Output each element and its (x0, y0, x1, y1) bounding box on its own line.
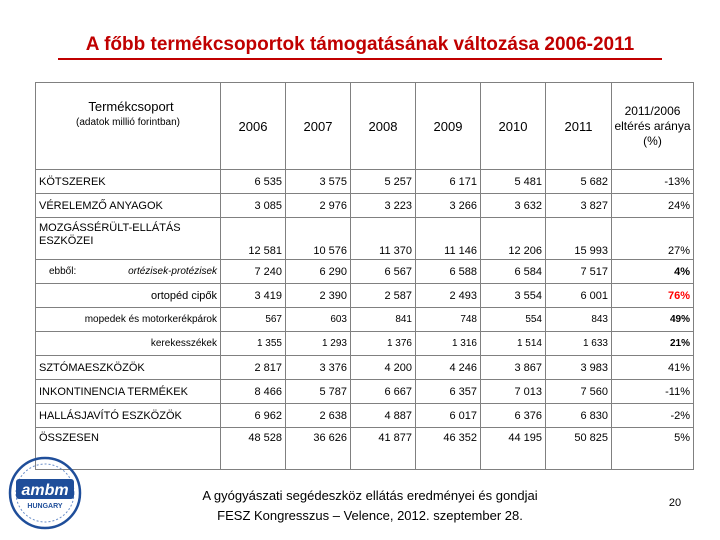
cell: 3 223 (351, 194, 416, 218)
cell: 7 013 (481, 380, 546, 404)
row-label: HALLÁSJAVÍTÓ ESZKÖZÖK (36, 404, 221, 428)
row-label: ortopéd cipők (36, 284, 221, 308)
table-row-kotszerek (36, 170, 694, 194)
table-row-mozgas (36, 218, 694, 260)
cell: 3 983 (546, 356, 612, 380)
row-label-cell (36, 260, 221, 284)
table-row-verelemzo (36, 194, 694, 218)
cell: 748 (416, 308, 481, 332)
cell: 10 576 (286, 218, 351, 260)
table-row-kerekes (36, 332, 694, 356)
cell: 1 355 (221, 332, 286, 356)
cell: 567 (221, 308, 286, 332)
cell: 554 (481, 308, 546, 332)
row-label: ÖSSZESEN (36, 428, 221, 470)
cell: 36 626 (286, 428, 351, 470)
cell: 1 376 (351, 332, 416, 356)
logo-subtitle: HUNGARY (27, 503, 63, 510)
row-label: mopedek és motorkerékpárok (36, 308, 221, 332)
cell: 6 830 (546, 404, 612, 428)
logo-text: ambm (21, 482, 69, 499)
table-row-ortezis (36, 260, 694, 284)
cell: 2 976 (286, 194, 351, 218)
cell: 6 588 (416, 260, 481, 284)
table-row-mopedek (36, 308, 694, 332)
table-row-hallas (36, 404, 694, 428)
row-label: INKONTINENCIA TERMÉKEK (36, 380, 221, 404)
row-label: SZTÓMAESZKÖZÖK (36, 356, 221, 380)
row-label: VÉRELEMZŐ ANYAGOK (36, 194, 221, 218)
cell: 15 993 (546, 218, 612, 260)
diff-cell: 27% (612, 218, 694, 260)
cell: 2 493 (416, 284, 481, 308)
footer-line-1: A gyógyászati segédeszköz ellátás eredményei és gondjai (202, 488, 538, 503)
cell: 3 085 (221, 194, 286, 218)
cell: 2 817 (221, 356, 286, 380)
cell: 841 (351, 308, 416, 332)
header-year: 2010 (481, 83, 546, 170)
cell: 6 962 (221, 404, 286, 428)
table-row-osszesen (36, 428, 694, 470)
cell: 6 017 (416, 404, 481, 428)
cell: 48 528 (221, 428, 286, 470)
header-year: 2008 (351, 83, 416, 170)
row-label: kerekesszékek (36, 332, 221, 356)
cell: 6 567 (351, 260, 416, 284)
cell: 2 638 (286, 404, 351, 428)
cell: 6 001 (546, 284, 612, 308)
header-category-note: (adatok millió forintban) (76, 117, 180, 128)
page-number: 20 (668, 497, 682, 509)
cell: 5 481 (481, 170, 546, 194)
diff-cell: 41% (612, 356, 694, 380)
cell: 7 517 (546, 260, 612, 284)
cell: 1 316 (416, 332, 481, 356)
cell: 6 290 (286, 260, 351, 284)
cell: 6 584 (481, 260, 546, 284)
header-year: 2007 (286, 83, 351, 170)
cell: 11 146 (416, 218, 481, 260)
ebbol-label: ebből: (49, 266, 77, 277)
diff-cell: -2% (612, 404, 694, 428)
cell: 3 867 (481, 356, 546, 380)
table-row-stoma (36, 356, 694, 380)
title-underline (58, 58, 662, 60)
ambm-logo (6, 455, 84, 531)
cell: 5 787 (286, 380, 351, 404)
cell: 6 171 (416, 170, 481, 194)
cell: 7 240 (221, 260, 286, 284)
cell: 3 266 (416, 194, 481, 218)
cell: 2 587 (351, 284, 416, 308)
cell: 11 370 (351, 218, 416, 260)
diff-cell: 5% (612, 428, 694, 470)
header-category-title: Termékcsoport (88, 99, 174, 114)
header-year: 2006 (221, 83, 286, 170)
row-label: ortézisek-protézisek (128, 266, 217, 277)
cell: 3 632 (481, 194, 546, 218)
footer-line-2: FESZ Kongresszus – Velence, 2012. szeptember 28. (217, 508, 523, 523)
diff-cell: 24% (612, 194, 694, 218)
cell: 4 246 (416, 356, 481, 380)
table-row-inkontinencia (36, 380, 694, 404)
cell: 44 195 (481, 428, 546, 470)
cell: 603 (286, 308, 351, 332)
cell: 4 200 (351, 356, 416, 380)
cell: 5 257 (351, 170, 416, 194)
header-category (36, 83, 221, 170)
header-diff: 2011/2006 eltérés aránya (%) (612, 83, 694, 170)
cell: 12 581 (221, 218, 286, 260)
cell: 46 352 (416, 428, 481, 470)
diff-cell: -13% (612, 170, 694, 194)
cell: 3 419 (221, 284, 286, 308)
diff-cell: -11% (612, 380, 694, 404)
cell: 1 293 (286, 332, 351, 356)
cell: 41 877 (351, 428, 416, 470)
header-row (36, 83, 694, 170)
cell: 6 667 (351, 380, 416, 404)
cell: 4 887 (351, 404, 416, 428)
cell: 1 514 (481, 332, 546, 356)
row-label: MOZGÁSSÉRÜLT-ELLÁTÁS ESZKÖZEI (36, 218, 221, 260)
header-year: 2011 (546, 83, 612, 170)
cell: 5 682 (546, 170, 612, 194)
cell: 2 390 (286, 284, 351, 308)
data-table (35, 82, 694, 470)
footer-text (170, 486, 570, 526)
diff-cell: 21% (612, 332, 694, 356)
cell: 6 376 (481, 404, 546, 428)
cell: 8 466 (221, 380, 286, 404)
cell: 12 206 (481, 218, 546, 260)
page-title: A főbb termékcsoportok támogatásának változása 2006-2011 (85, 34, 635, 55)
cell: 3 575 (286, 170, 351, 194)
cell: 50 825 (546, 428, 612, 470)
cell: 1 633 (546, 332, 612, 356)
row-label: KÖTSZEREK (36, 170, 221, 194)
header-year: 2009 (416, 83, 481, 170)
cell: 3 554 (481, 284, 546, 308)
cell: 6 357 (416, 380, 481, 404)
cell: 3 376 (286, 356, 351, 380)
cell: 843 (546, 308, 612, 332)
cell: 7 560 (546, 380, 612, 404)
cell: 3 827 (546, 194, 612, 218)
diff-cell: 4% (612, 260, 694, 284)
table-row-ortoped (36, 284, 694, 308)
cell: 6 535 (221, 170, 286, 194)
diff-cell-highlight: 76% (612, 284, 694, 308)
diff-cell: 49% (612, 308, 694, 332)
